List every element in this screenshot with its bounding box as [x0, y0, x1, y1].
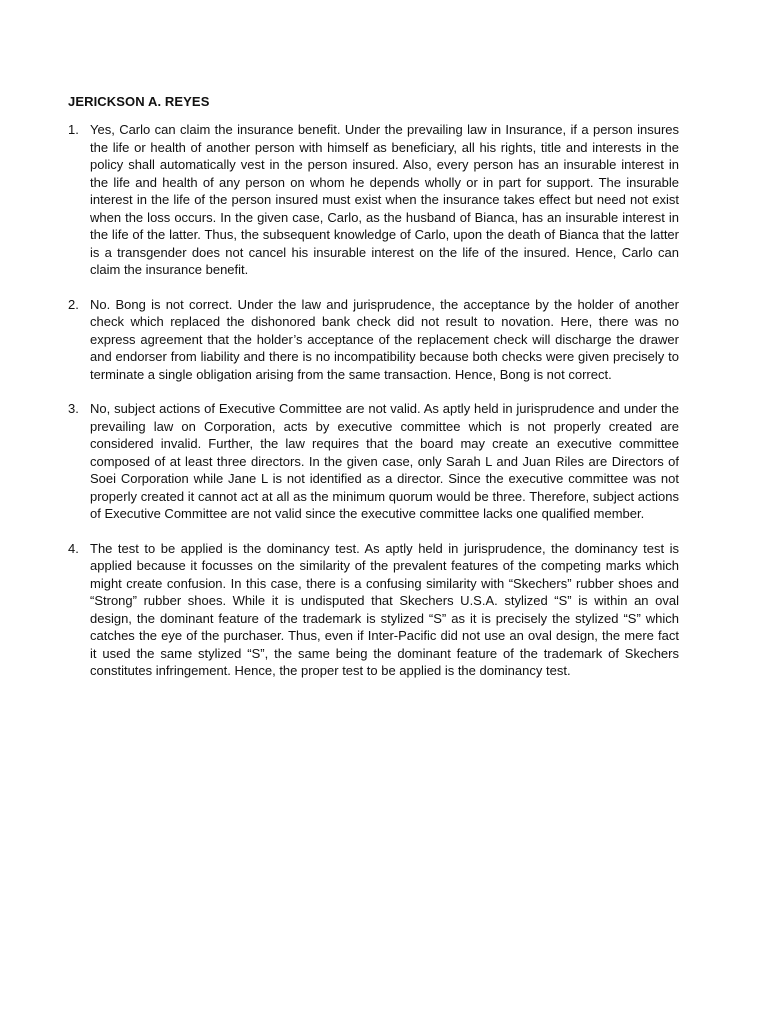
answer-item-3 [68, 400, 679, 523]
answers-list [68, 121, 679, 697]
answer-item-2 [68, 296, 679, 384]
answer-number: 4. [68, 540, 79, 556]
answer-text: The test to be applied is the dominancy test. As aptly held in jurisprudence, the dominancy test is applied because it focusses on the similarity of the prevalent features of the competing marks which might create confusion. In this case, there is a confusing similarity with “Skechers” rubber shoes and “Strong” rubber shoes. While it is undisputed that Skechers U.S.A. stylized “S” is within an oval design, the dominant feature of the trademark is stylized “S” as it is precisely the stylized “S” which catches the eye of the purchaser. Thus, even if Inter-Pacific did not use an oval design, the mere fact it used the same stylized “S”, the same being the dominant feature of the trademark of Skechers constitutes infringement. Hence, the proper test to be applied is the dominancy test. [90, 540, 679, 678]
answer-number: 3. [68, 401, 79, 416]
answer-text: No, subject actions of Executive Committee are not valid. As aptly held in jurisprudence and under the prevailing law on Corporation, acts by executive committee which is not properly created are considered invalid. Further, the law requires that the board may create an executive committee composed of at least three directors. In the given case, only Sarah L and Juan Riles are Directors of Soei Corporation while Jane L is not identified as a director. Since the executive committee was not properly created it cannot act at all as the minimum quorum would be three. Therefore, subject actions of Executive Committee are not valid since the executive committee lacks one qualified member. [90, 401, 679, 521]
author-name: JERICKSON A. REYES [68, 94, 210, 109]
answer-text: Yes, Carlo can claim the insurance benefit. Under the prevailing law in Insurance, if a person insures the life or health of another person with himself as beneficiary, all his rights, title and interests in the policy shall automatically vest in the person insured. Also, every person has an insurable interest in the life and health of any person on whom he depends wholly or in part for support. The insurable interest in the life of the person insured must exist when the insurance takes effect but need not exist when the loss occurs. In the given case, Carlo, as the husband of Bianca, has an insurable interest in the life of the latter. Thus, the subsequent knowledge of Carlo, upon the death of Bianca that the latter is a transgender does not cancel his insurable interest on the life of the insured. Hence, Carlo can claim the insurance benefit. [90, 122, 679, 277]
answer-item-4 [68, 540, 679, 680]
answer-item-1 [68, 121, 679, 279]
answer-number: 2. [68, 296, 79, 312]
answer-text: No. Bong is not correct. Under the law and jurisprudence, the acceptance by the holder of another check which replaced the dishonored bank check did not result to novation. Here, there was no express agreement that the holder’s acceptance of the replacement check will discharge the drawer and endorser from liability and there is no incompatibility because both checks were given precisely to terminate a single obligation arising from the same transaction. Hence, Bong is not correct. [90, 296, 679, 382]
answer-number: 1. [68, 122, 79, 137]
